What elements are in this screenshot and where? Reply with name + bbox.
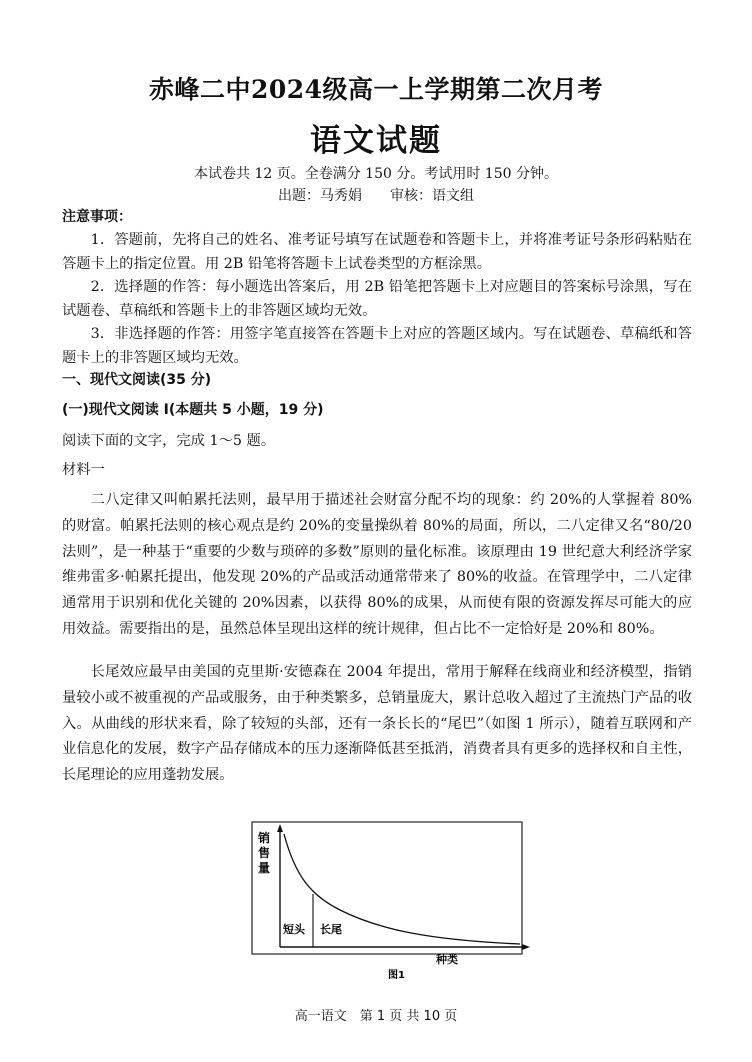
paragraph-text: 二八定律又叫帕累托法则，最早用于描述社会财富分配不均的现象：约 20%的人掌握着 80%的财富。帕累托法则的核心观点是约 20%的变量操纵着 80%的局面，所以，二八定律又名“80/20 法则”，是一种基于“重要的少数与琐碎的多数”原则的量化标准。该原理由 19 世纪意大利经济学家维弗雷多·帕累托提出，他发现 20%的产品或活动通常带来了 80%的收益。在管理学中，二八定律通常用于识别和优化关键的 20%因素，以获得 80%的成果，从而使有限的资源发挥尽可能大的应用效益。需要指出的是，虽然总体呈现出这样的统计规律，但占比不一定恰好是 20%和 80%。 xyxy=(62,492,692,637)
figure-caption: 图1 xyxy=(388,970,405,980)
notes-heading: 注意事项： xyxy=(62,209,132,225)
y-label-char: 量 xyxy=(258,861,271,875)
exam-title: 赤峰二中2024级高一上学期第二次月考 xyxy=(148,75,604,104)
exam-subtitle: 语文试题 xyxy=(310,123,442,159)
passage-paragraph-2 xyxy=(62,660,692,789)
notes-list xyxy=(62,229,692,370)
author-label: 出题：马秀娟 xyxy=(278,188,362,204)
material-label: 材料一 xyxy=(62,462,105,478)
note-item: 1．答题前，先将自己的姓名、准考证号填写在试题卷和答题卡上，并将准考证号条形码粘贴在答题卡上的指定位置。用 2B 铅笔将答题卡上试卷类型的方框涂黑。 xyxy=(62,232,692,272)
long-tail-figure xyxy=(250,820,540,980)
note-item: 3．非选择题的作答：用签字笔直接答在答题卡上对应的答题区域内。写在试题卷、草稿纸和答题卡上的非答题区域均无效。 xyxy=(62,326,692,366)
tail-label: 长尾 xyxy=(320,923,342,936)
paragraph-text: 长尾效应最早由美国的克里斯·安德森在 2004 年提出，常用于解释在线商业和经济模型，指销量较小或不被重视的产品或服务，由于种类繁多，总销量庞大，累计总收入超过了主流热门产品的收入。从曲线的形状来看，除了较短的头部，还有一条长长的“尾巴”（如图 1 所示），随着互联网和产业信息化的发展，数字产品存储成本的压力逐渐降低甚至抵消，消费者具有更多的选择权和自主性，长尾理论的应用蓬勃发展。 xyxy=(62,664,692,784)
head-label: 短头 xyxy=(283,923,305,936)
x-label: 种类 xyxy=(436,953,458,966)
passage-paragraph-1 xyxy=(62,488,692,643)
subsection-heading: (一)现代文阅读 I(本题共 5 小题，19 分) xyxy=(62,402,324,418)
exam-info-line: 本试卷共 12 页。全卷满分 150 分。考试用时 150 分钟。 xyxy=(194,166,558,182)
x-axis-arrow xyxy=(522,944,530,950)
exam-staff-line xyxy=(0,185,752,205)
note-item: 2．选择题的作答：每小题选出答案后，用 2B 铅笔把答题卡上对应题目的答案标号涂黑，写在试题卷、草稿纸和答题卡上的非答题区域均无效。 xyxy=(62,279,692,319)
reviewer-label: 审核：语文组 xyxy=(390,188,474,204)
y-label-char: 销 xyxy=(258,831,271,845)
y-label-char: 售 xyxy=(258,846,271,860)
section-heading: 一、现代文阅读(35 分) xyxy=(62,372,212,388)
y-axis-arrow xyxy=(277,824,283,832)
instruction-text: 阅读下面的文字，完成 1～5 题。 xyxy=(62,433,276,449)
page-footer: 高一语文 第 1 页 共 10 页 xyxy=(294,1009,458,1024)
